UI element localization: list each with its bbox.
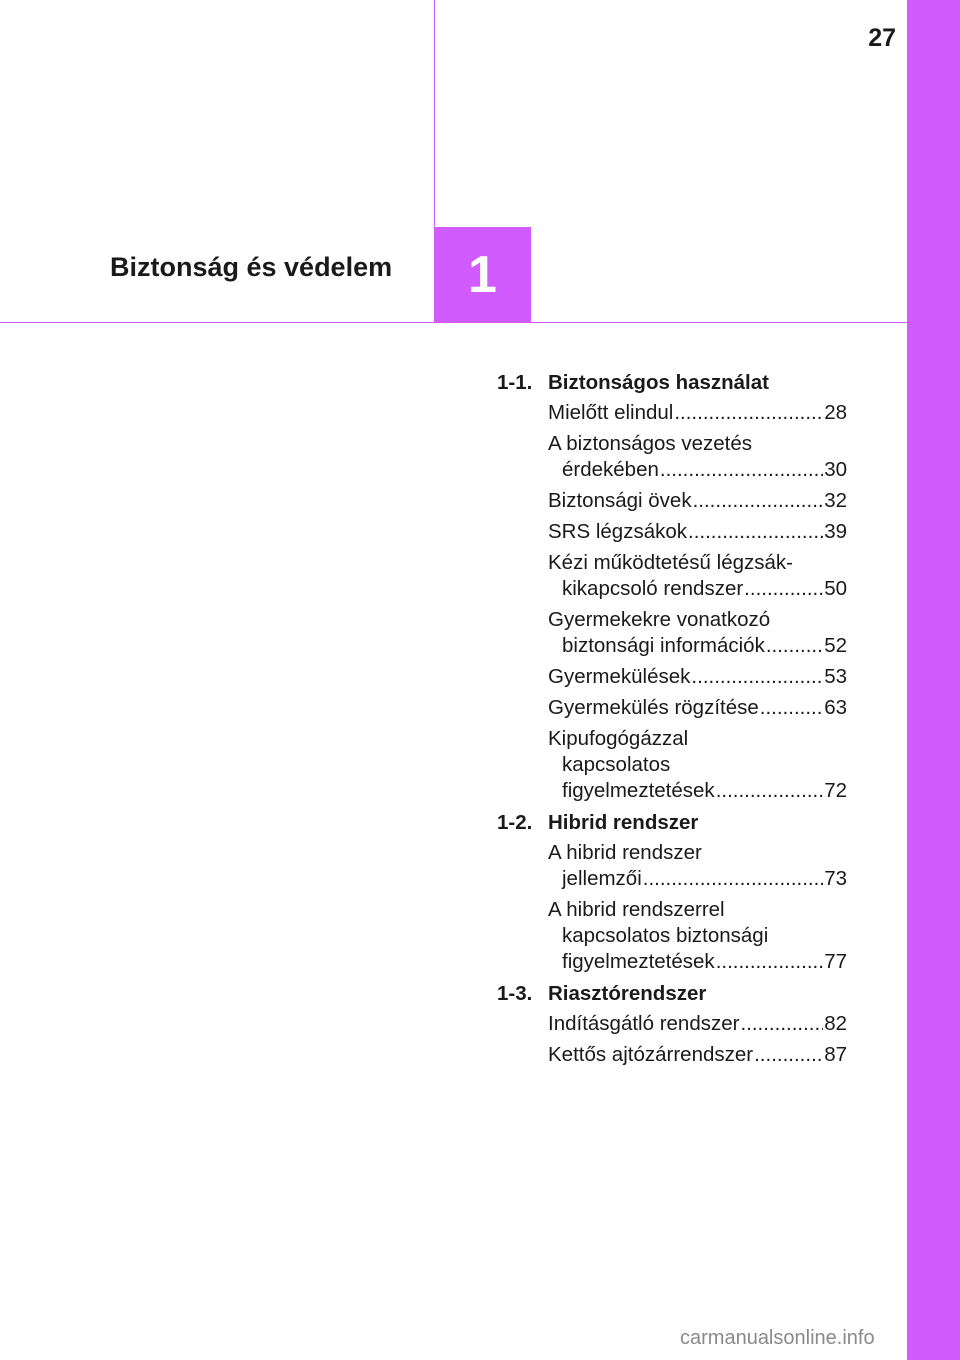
toc-entry-text: A hibrid rendszerrel (548, 898, 725, 921)
toc-section-title: Riasztórendszer (548, 982, 707, 1005)
toc-section-heading[interactable] (497, 981, 847, 1007)
toc-entry[interactable] (548, 550, 847, 602)
watermark: carmanualsonline.info (680, 1327, 875, 1349)
chapter-number-box (434, 227, 531, 323)
toc-page-number: 53 (824, 665, 847, 688)
toc-page-number: 28 (824, 401, 847, 424)
toc-entry[interactable] (548, 897, 847, 975)
toc-entry-text: Kipufogógázzal (548, 727, 689, 750)
toc-page-number: 39 (824, 520, 847, 543)
toc-section (497, 810, 847, 975)
toc-entry-text: Biztonsági övek (548, 489, 692, 512)
toc-dot-leader (766, 633, 823, 659)
toc-entry-line (548, 457, 847, 483)
toc-entry-text: jellemzői (562, 867, 642, 890)
toc-dot-leader (754, 1042, 823, 1068)
toc-entry[interactable] (548, 695, 847, 721)
toc-dot-leader (693, 488, 824, 514)
toc-entry-line (548, 633, 847, 659)
toc-entry-text: Gyermekülés rögzítése (548, 696, 759, 719)
table-of-contents (497, 370, 847, 1074)
toc-page-number: 50 (824, 577, 847, 600)
toc-entry-text: A biztonságos vezetés (548, 432, 752, 455)
toc-entry[interactable] (548, 840, 847, 892)
toc-section-title: Hibrid rendszer (548, 811, 699, 834)
toc-entry-line (548, 664, 847, 690)
toc-page-number: 82 (824, 1012, 847, 1035)
toc-entry-line (548, 778, 847, 804)
toc-entry[interactable] (548, 664, 847, 690)
toc-dot-leader (643, 866, 823, 892)
toc-entry-line (548, 400, 847, 426)
toc-section-heading[interactable] (497, 370, 847, 396)
toc-dot-leader (716, 778, 824, 804)
toc-entry[interactable] (548, 1042, 847, 1068)
toc-page-number: 52 (824, 634, 847, 657)
toc-page-number: 77 (824, 950, 847, 973)
toc-section-number: 1-1. (497, 371, 533, 394)
toc-page-number: 73 (824, 867, 847, 890)
chapter-number: 1 (468, 246, 497, 304)
toc-entry-line (548, 695, 847, 721)
toc-page-number: 63 (824, 696, 847, 719)
toc-section-heading[interactable] (497, 810, 847, 836)
toc-entry[interactable] (548, 519, 847, 545)
toc-entry-line (548, 866, 847, 892)
toc-section (497, 981, 847, 1068)
toc-dot-leader (716, 949, 824, 975)
toc-dot-leader (740, 1011, 823, 1037)
page-number: 27 (868, 24, 896, 52)
toc-entry-text: Kettős ajtózárrendszer (548, 1043, 754, 1066)
toc-entry-line (548, 488, 847, 514)
toc-entry-text: biztonsági információk (562, 634, 765, 657)
toc-dot-leader (660, 457, 823, 483)
toc-section (497, 370, 847, 804)
toc-entry-text: figyelmeztetések (562, 950, 715, 973)
toc-page-number: 32 (824, 489, 847, 512)
toc-section-number: 1-3. (497, 982, 533, 1005)
toc-dot-leader (691, 664, 823, 690)
toc-entry[interactable] (548, 607, 847, 659)
toc-entry-text: kikapcsoló rendszer (562, 577, 744, 600)
toc-section-number: 1-2. (497, 811, 533, 834)
chapter-title: Biztonság és védelem (110, 252, 393, 282)
toc-page-number: 30 (824, 458, 847, 481)
toc-entry-line (548, 1042, 847, 1068)
toc-dot-leader (760, 695, 823, 721)
toc-entry[interactable] (548, 726, 847, 804)
toc-section-title: Biztonságos használat (548, 371, 769, 394)
toc-entry-line (548, 1011, 847, 1037)
toc-page-number: 72 (824, 779, 847, 802)
toc-entry[interactable] (548, 431, 847, 483)
toc-entry-line (548, 519, 847, 545)
toc-entry-text: érdekében (562, 458, 659, 481)
toc-entry[interactable] (548, 1011, 847, 1037)
toc-entry-text: SRS légzsákok (548, 520, 688, 543)
toc-page-number: 87 (824, 1043, 847, 1066)
divider-vertical (434, 0, 435, 227)
toc-entry-text: Gyermekekre vonatkozó (548, 608, 771, 631)
chapter-side-tab (907, 0, 960, 1360)
toc-dot-leader (688, 519, 823, 545)
toc-entry-text: Gyermekülések (548, 665, 691, 688)
toc-entry-text: kapcsolatos (562, 753, 671, 776)
toc-entry-line (548, 576, 847, 602)
toc-entry-text: kapcsolatos biztonsági (562, 924, 769, 947)
toc-entry[interactable] (548, 488, 847, 514)
toc-dot-leader (674, 400, 823, 426)
toc-entry-text: Mielőtt elindul (548, 401, 674, 424)
toc-entry-text: Kézi működtetésű légzsák- (548, 551, 793, 574)
toc-entry-text: figyelmeztetések (562, 779, 715, 802)
toc-entry-text: Indításgátló rendszer (548, 1012, 740, 1035)
toc-dot-leader (744, 576, 823, 602)
toc-entry-line (548, 949, 847, 975)
toc-entry[interactable] (548, 400, 847, 426)
toc-entry-text: A hibrid rendszer (548, 841, 702, 864)
